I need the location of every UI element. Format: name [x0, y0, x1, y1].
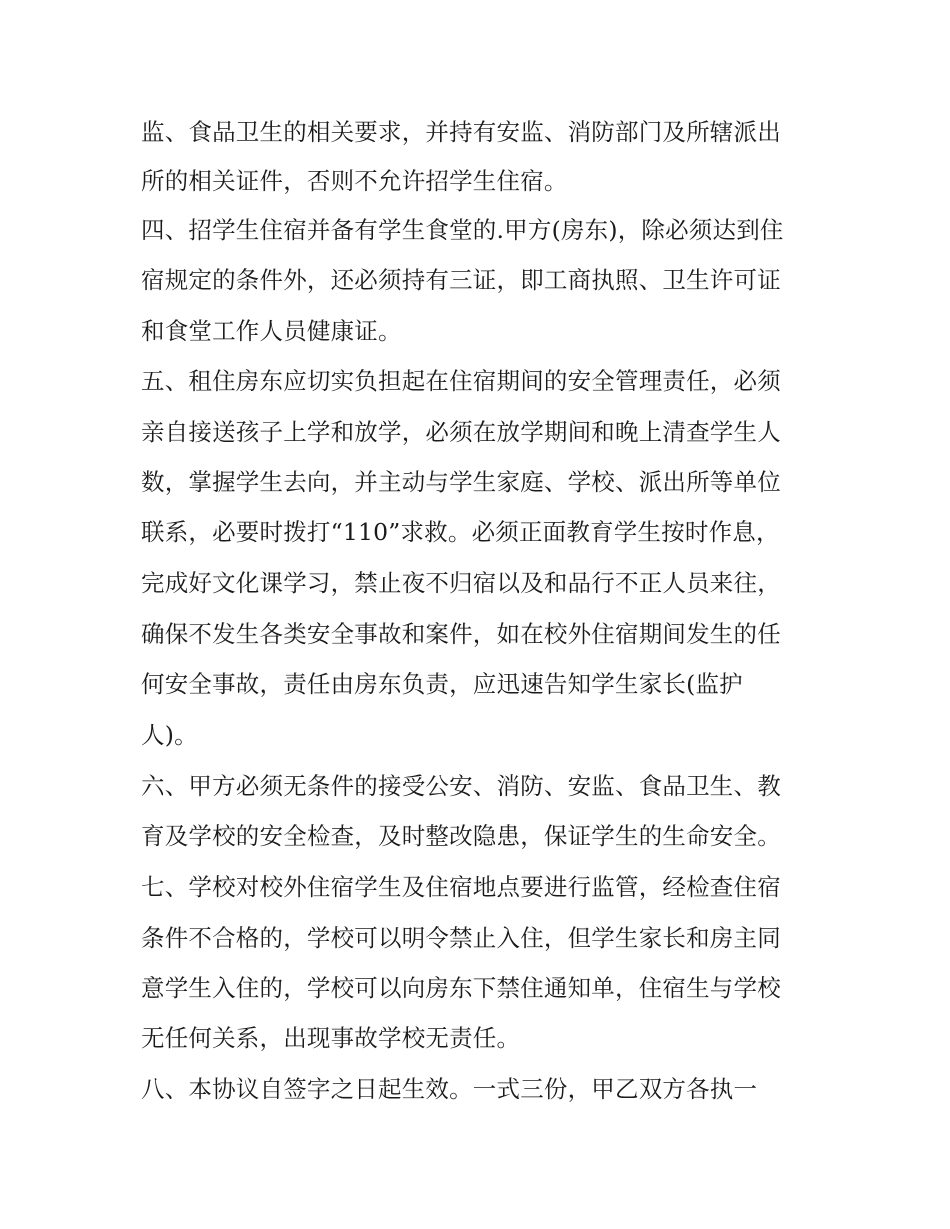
paragraph-line: 育及学校的安全检查，及时整改隐患，保证学生的生命安全。: [141, 822, 781, 850]
paragraph-line: 四、招学生住宿并备有学生食堂的.甲方(房东)，除必须达到住: [141, 216, 784, 244]
paragraph-line: 人)。: [141, 721, 198, 749]
paragraph-line: 所的相关证件，否则不允许招学生住宿。: [141, 167, 568, 195]
paragraph-line: 何安全事故，责任由房东负责，应迅速告知学生家长(监护: [141, 670, 743, 698]
paragraph-line: 八、本协议自签字之日起生效。一式三份，甲乙双方各执一: [141, 1075, 758, 1103]
paragraph-line: 宿规定的条件外，还必须持有三证，即工商执照、卫生许可证: [141, 266, 781, 294]
paragraph-line: 联系，必要时拨打“110”求救。必须正面教育学生按时作息，: [141, 518, 780, 546]
paragraph-line: 无任何关系，出现事故学校无责任。: [141, 1024, 521, 1052]
paragraph-line: 五、租住房东应切实负担起在住宿期间的安全管理责任，必须: [141, 367, 781, 395]
paragraph-line: 和食堂工作人员健康证。: [141, 317, 402, 345]
paragraph-line: 确保不发生各类安全事故和案件，如在校外住宿期间发生的任: [141, 620, 781, 648]
paragraph-line: 意学生入住的，学校可以向房东下禁住通知单，住宿生与学校: [141, 974, 781, 1002]
paragraph-line: 条件不合格的，学校可以明令禁止入住，但学生家长和房主同: [141, 924, 781, 952]
paragraph-line: 数，掌握学生去向，并主动与学生家庭、学校、派出所等单位: [141, 468, 781, 496]
paragraph-line: 亲自接送孩子上学和放学，必须在放学期间和晚上清查学生人: [141, 418, 781, 446]
paragraph-line: 完成好文化课学习，禁止夜不归宿以及和品行不正人员来往，: [141, 569, 781, 597]
paragraph-line: 监、食品卫生的相关要求，并持有安监、消防部门及所辖派出: [141, 118, 781, 146]
paragraph-line: 七、学校对校外住宿学生及住宿地点要进行监管，经检查住宿: [141, 873, 781, 901]
paragraph-line: 六、甲方必须无条件的接受公安、消防、安监、食品卫生、教: [141, 772, 781, 800]
